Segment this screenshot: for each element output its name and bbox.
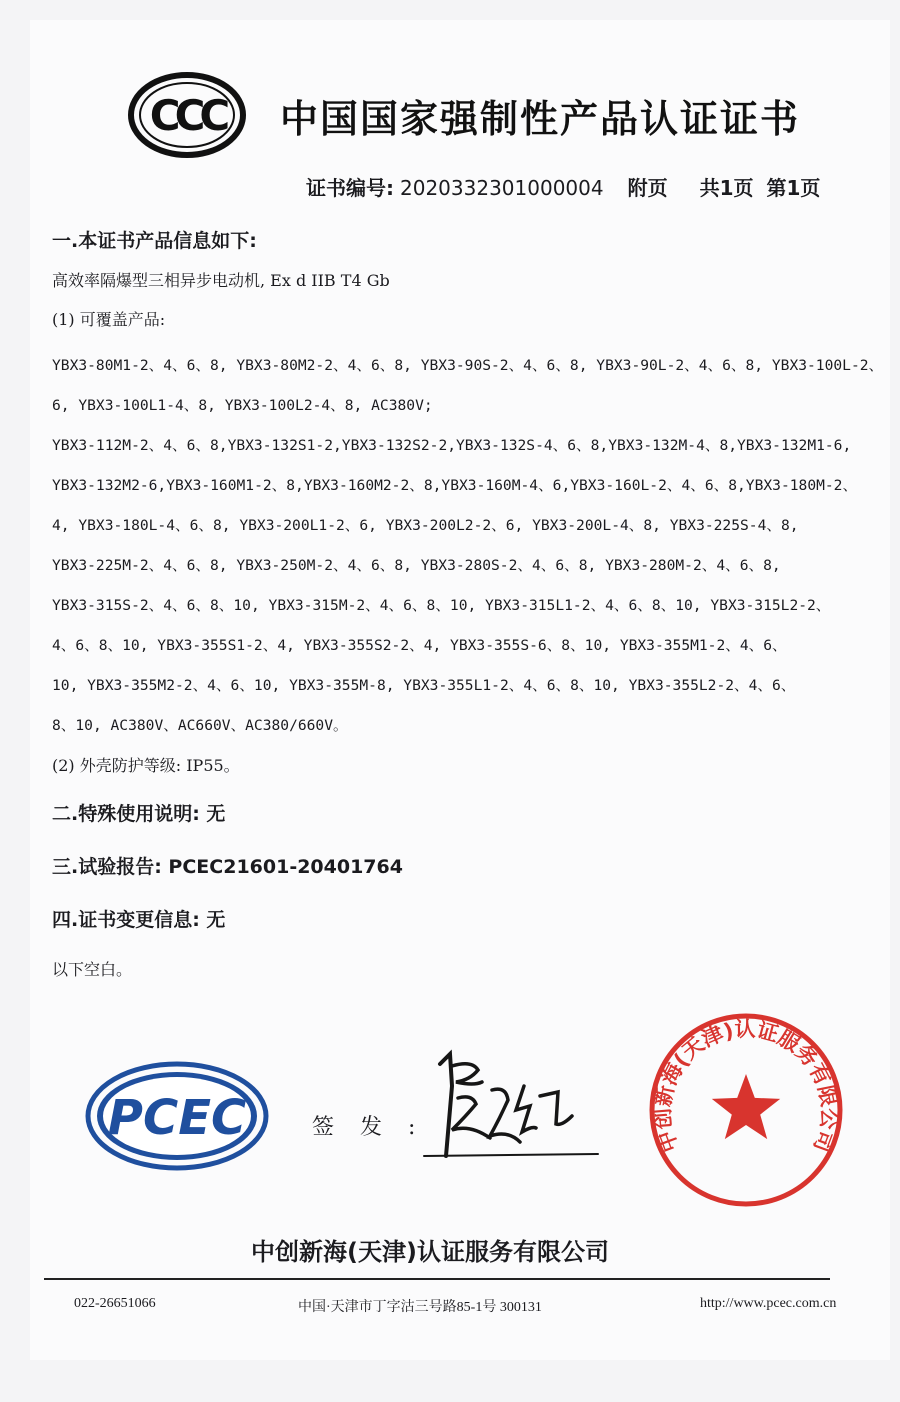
model-line: 4, YBX3-180L-4、6、8, YBX3-200L1-2、6, YBX3-200L2-2、6, YBX3-200L-4、8, YBX3-225S-4、8, — [52, 517, 799, 534]
model-line: 6, YBX3-100L1-4、8, YBX3-100L2-4、8, AC380V; — [52, 397, 433, 414]
model-line: YBX3-225M-2、4、6、8, YBX3-250M-2、4、6、8, YBX3-280S-2、4、6、8, YBX3-280M-2、4、6、8, — [52, 557, 781, 574]
issuer-company: 中创新海(天津)认证服务有限公司 — [251, 1238, 609, 1266]
ccc-logo — [128, 72, 246, 158]
footer-website[interactable]: http://www.pcec.com.cn — [700, 1296, 837, 1311]
model-line: YBX3-80M1-2、4、6、8, YBX3-80M2-2、4、6、8, YBX3-90S-2、4、6、8, YBX3-90L-2、4、6、8, YBX3-100L-2、 — [52, 357, 884, 374]
total-pages: 共1页 — [699, 176, 754, 200]
protection-level: (2) 外壳防护等级: IP55。 — [52, 756, 240, 775]
footer-divider — [44, 1278, 830, 1280]
section-1-heading: 一.本证书产品信息如下: — [52, 230, 257, 252]
certificate-number-line — [306, 172, 826, 201]
model-line: 10, YBX3-355M2-2、4、6、10, YBX3-355M-8, YBX3-355L1-2、4、6、8、10, YBX3-355L2-2、4、6、 — [52, 677, 796, 694]
cert-no-label: 证书编号: — [306, 176, 394, 200]
model-line: 8、10, AC380V、AC660V、AC380/660V。 — [52, 717, 348, 734]
section-1 — [52, 222, 882, 339]
footer-phone: 022-26651066 — [74, 1296, 156, 1311]
model-line: YBX3-315S-2、4、6、8、10, YBX3-315M-2、4、6、8、10, YBX3-315L1-2、4、6、8、10, YBX3-315L2-2、 — [52, 597, 831, 614]
model-line: YBX3-112M-2、4、6、8,YBX3-132S1-2,YBX3-132S2-2,YBX3-132S-4、6、8,YBX3-132M-4、8,YBX3-132M1-6, — [52, 437, 852, 454]
appendix-label: 附页 — [627, 176, 668, 200]
blank-note: 以下空白。 — [52, 960, 133, 979]
product-name: 高效率隔爆型三相异步电动机, Ex d IIB T4 Gb — [52, 271, 390, 290]
model-list — [52, 346, 882, 746]
section-2: 二.特殊使用说明: 无 — [52, 803, 226, 825]
section-4: 四.证书变更信息: 无 — [52, 909, 226, 931]
seal-star-icon — [712, 1074, 780, 1139]
cert-no: 2020332301000004 — [400, 176, 604, 200]
company-seal — [646, 1010, 846, 1210]
sign-label: 签发: — [312, 1115, 442, 1140]
page-number: 第1页 — [766, 176, 821, 200]
ccc-logo-text: CCC — [149, 91, 225, 140]
seal-text: 中创新海(天津)认证服务有限公司 — [650, 1017, 842, 1156]
pcec-logo-text: PCEC — [107, 1090, 247, 1146]
signature — [412, 1046, 602, 1176]
certificate-title: 中国国家强制性产品认证证书 — [280, 97, 801, 141]
covered-products-label: (1) 可覆盖产品: — [52, 310, 166, 329]
model-line: YBX3-132M2-6,YBX3-160M1-2、8,YBX3-160M2-2、8,YBX3-160M-4、6,YBX3-160L-2、4、6、8,YBX3-180M-2、 — [52, 477, 858, 494]
section-3: 三.试验报告: PCEC21601-20401764 — [52, 856, 403, 878]
pcec-logo — [84, 1060, 270, 1172]
footer-address: 中国·天津市丁字沽三号路85-1号 300131 — [298, 1300, 542, 1315]
model-line: 4、6、8、10, YBX3-355S1-2、4, YBX3-355S2-2、4, YBX3-355S-6、8、10, YBX3-355M1-2、4、6、 — [52, 637, 787, 654]
